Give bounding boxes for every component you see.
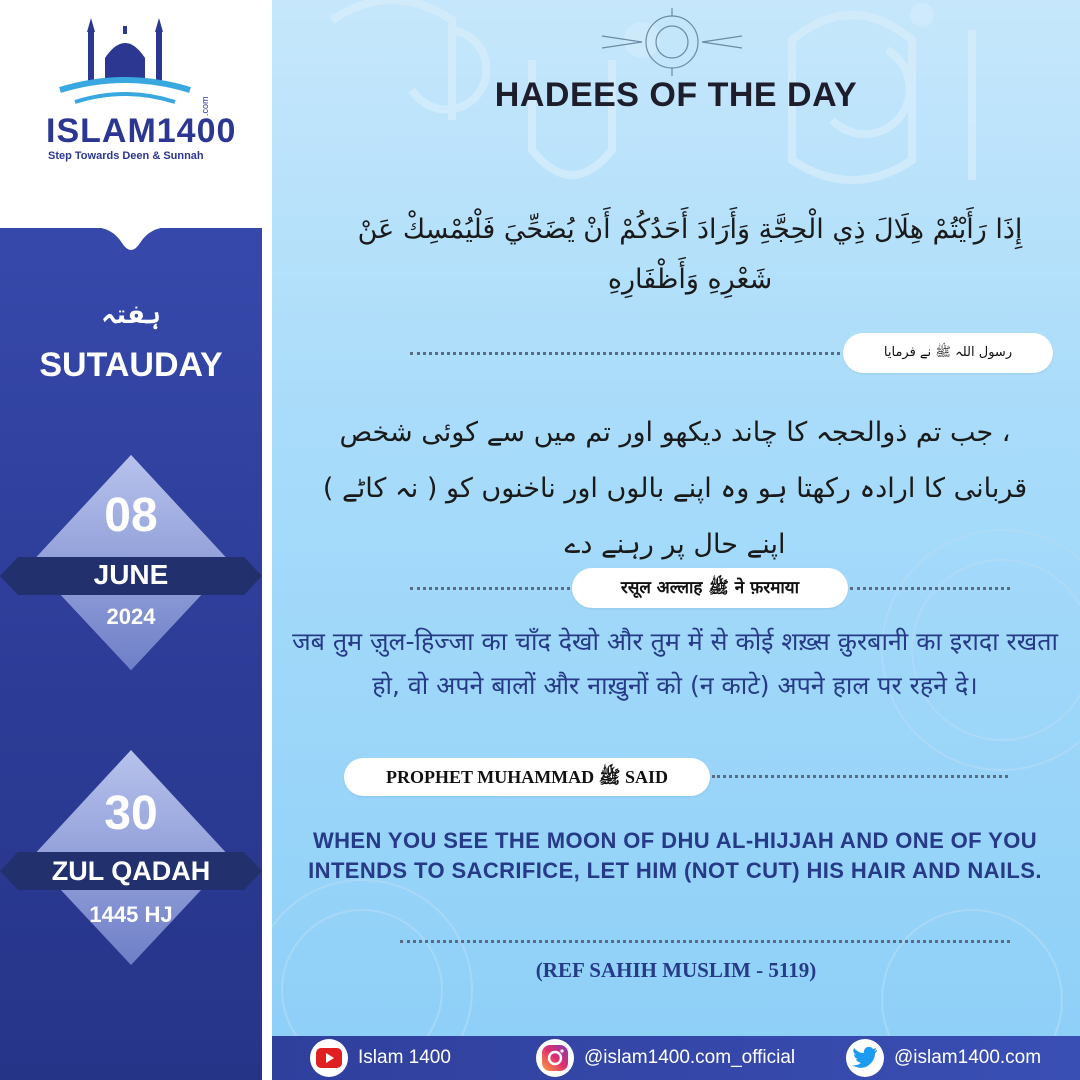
twitter-link[interactable] xyxy=(846,1036,1041,1080)
urdu-label-pill: رسول اللہ ﷺ نے فرمایا xyxy=(843,333,1053,373)
page-title: HADEES OF THE DAY xyxy=(494,76,858,114)
reference: (REF SAHIH MUSLIM - 5119) xyxy=(535,958,817,982)
hijri-year: 1445 HJ xyxy=(89,902,173,927)
day-name: SUTAUDAY xyxy=(39,346,223,384)
youtube-link[interactable] xyxy=(310,1036,451,1080)
hijri-day: 30 xyxy=(104,787,158,840)
english-divider xyxy=(712,775,1008,778)
youtube-label: Islam 1400 xyxy=(358,1047,451,1068)
hindi-divider-right xyxy=(850,587,1010,590)
instagram-icon xyxy=(536,1039,574,1077)
twitter-label: @islam1400.com xyxy=(894,1047,1042,1068)
mosque-logo-icon xyxy=(50,10,200,110)
reference-divider xyxy=(400,940,1010,943)
gregorian-month: JUNE xyxy=(93,559,169,590)
instagram-label: @islam1400.com_official xyxy=(584,1047,796,1068)
hijri-month: ZUL QADAH xyxy=(51,856,211,886)
urdu-divider xyxy=(410,352,840,355)
urdu-translation: ، جب تم ذوالحجہ کا چاند دیکھو اور تم میں سے کوئی شخص قربانی کا ارادہ رکھتا ہو وہ اپنے بالوں اور ناخنوں کو ( نہ کاٹے ) اپنے حال پر رہنے دے xyxy=(322,417,1028,560)
hindi-label-pill: रसूल अल्लाह ﷺ ने फ़रमाया xyxy=(572,568,848,608)
arabic-hadith: إِذَا رَأَيْتُمْ هِلَالَ ذِي الْحِجَّةِ وَأَرَادَ أَحَدُكُمْ أَنْ يُضَحِّيَ فَلْيُمْسِكْ عَنْ شَعْرِهِ وَأَظْفَارِهِ xyxy=(357,214,1023,295)
hindi-translation: जब तुम ज़ुल-हिज्जा का चाँद देखो और तुम में से कोई शख़्स क़ुरबानी का इरादा रखता हो, वो अपने बालों और नाख़ुनों को (न काटे) अपने हाल पर रहने दे। xyxy=(292,627,1058,700)
divider xyxy=(262,0,272,1080)
twitter-icon xyxy=(846,1039,884,1077)
brand-tagline: Step Towards Deen & Sunnah xyxy=(48,150,204,162)
gregorian-day: 08 xyxy=(104,489,158,542)
english-translation: WHEN YOU SEE THE MOON OF DHU AL-HIJJAH AND ONE OF YOU INTENDS TO SACRIFICE, LET HIM (NOT CUT) HIS HAIR AND NAILS. xyxy=(308,828,1042,883)
logo-card-notch xyxy=(0,225,262,265)
footer xyxy=(272,1036,1080,1080)
hindi-divider-left xyxy=(410,587,570,590)
brand-name: ISLAM1400 xyxy=(46,112,237,150)
brand-dotcom: .com xyxy=(200,96,210,116)
youtube-icon xyxy=(310,1039,348,1077)
gregorian-year: 2024 xyxy=(106,604,156,629)
day-urdu: ہفتہ xyxy=(101,300,161,330)
english-label-pill: PROPHET MUHAMMAD ﷺ SAID xyxy=(344,758,710,796)
instagram-link[interactable] xyxy=(536,1036,795,1080)
